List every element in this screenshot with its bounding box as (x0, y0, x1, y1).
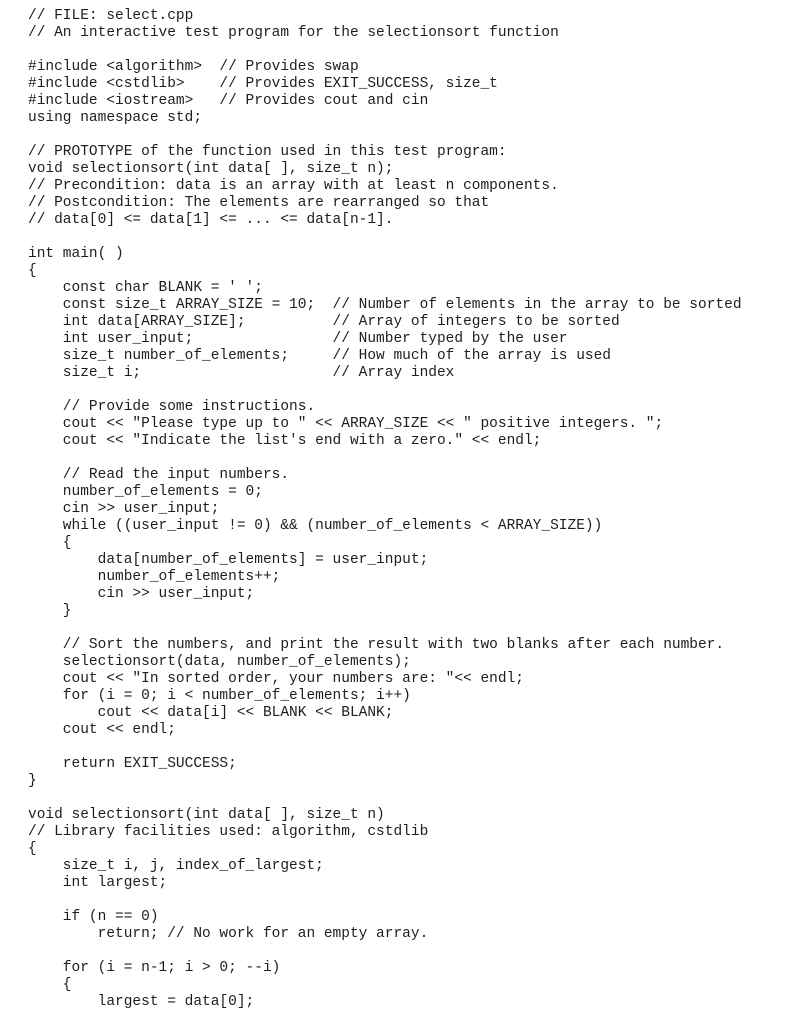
code-line: #include <algorithm> // Provides swap (28, 59, 359, 75)
code-line: // data[0] <= data[1] <= ... <= data[n-1]. (28, 212, 394, 228)
code-line: data[number_of_elements] = user_input; (28, 552, 429, 568)
code-line (28, 382, 788, 399)
code-line: return EXIT_SUCCESS; (28, 756, 237, 772)
code-line: number_of_elements = 0; (28, 484, 263, 500)
code-line: // Read the input numbers. (28, 467, 290, 483)
code-line (28, 892, 788, 909)
code-line (28, 739, 788, 756)
code-line: cout << data[i] << BLANK << BLANK; (28, 705, 394, 721)
code-line: selectionsort(data, number_of_elements); (28, 654, 411, 670)
code-line: // FILE: select.cpp (28, 8, 194, 24)
code-line (28, 127, 788, 144)
code-line: cin >> user_input; (28, 586, 255, 602)
code-line: if (n == 0) (28, 909, 159, 925)
code-line: #include <cstdlib> // Provides EXIT_SUCCESS, size_t (28, 76, 498, 92)
code-line: const char BLANK = ' '; (28, 280, 263, 296)
code-line: largest = data[0]; (28, 994, 255, 1010)
code-line: { (28, 263, 37, 279)
code-line: size_t i, j, index_of_largest; (28, 858, 324, 874)
code-line (28, 943, 788, 960)
code-line: // PROTOTYPE of the function used in this test program: (28, 144, 507, 160)
code-line: int largest; (28, 875, 168, 891)
code-line (28, 42, 788, 59)
code-line: #include <iostream> // Provides cout and cin (28, 93, 429, 109)
code-line: return; // No work for an empty array. (28, 926, 429, 942)
code-line: // Postcondition: The elements are rearranged so that (28, 195, 490, 211)
code-line: for (i = n-1; i > 0; --i) (28, 960, 281, 976)
code-line: using namespace std; (28, 110, 203, 126)
code-line: } (28, 603, 72, 619)
code-line: // Precondition: data is an array with at least n components. (28, 178, 559, 194)
code-line: number_of_elements++; (28, 569, 281, 585)
code-line: int main( ) (28, 246, 124, 262)
code-line: { (28, 535, 72, 551)
code-line (28, 450, 788, 467)
code-line: { (28, 841, 37, 857)
code-line: const size_t ARRAY_SIZE = 10; // Number of elements in the array to be sorted (28, 297, 742, 313)
code-line: void selectionsort(int data[ ], size_t n); (28, 161, 394, 177)
code-line: cout << "In sorted order, your numbers are: "<< endl; (28, 671, 524, 687)
code-line (28, 229, 788, 246)
code-line: // Sort the numbers, and print the result with two blanks after each number. (28, 637, 725, 653)
code-line (28, 620, 788, 637)
code-line: int user_input; // Number typed by the user (28, 331, 568, 347)
code-line: cin >> user_input; (28, 501, 220, 517)
code-line: // Provide some instructions. (28, 399, 316, 415)
code-line: cout << endl; (28, 722, 176, 738)
code-line: for (i = 0; i < number_of_elements; i++) (28, 688, 411, 704)
code-line: { (28, 977, 72, 993)
code-line: // Library facilities used: algorithm, cstdlib (28, 824, 429, 840)
code-line (28, 790, 788, 807)
code-line: size_t number_of_elements; // How much of the array is used (28, 348, 611, 364)
code-line: int data[ARRAY_SIZE]; // Array of integers to be sorted (28, 314, 620, 330)
code-line: } (28, 773, 37, 789)
code-line: // An interactive test program for the selectionsort function (28, 25, 559, 41)
code-line: cout << "Please type up to " << ARRAY_SIZE << " positive integers. "; (28, 416, 664, 432)
code-line: cout << "Indicate the list's end with a zero." << endl; (28, 433, 542, 449)
code-listing (28, 8, 788, 1011)
code-line: size_t i; // Array index (28, 365, 455, 381)
code-line: void selectionsort(int data[ ], size_t n) (28, 807, 385, 823)
code-line: while ((user_input != 0) && (number_of_elements < ARRAY_SIZE)) (28, 518, 603, 534)
